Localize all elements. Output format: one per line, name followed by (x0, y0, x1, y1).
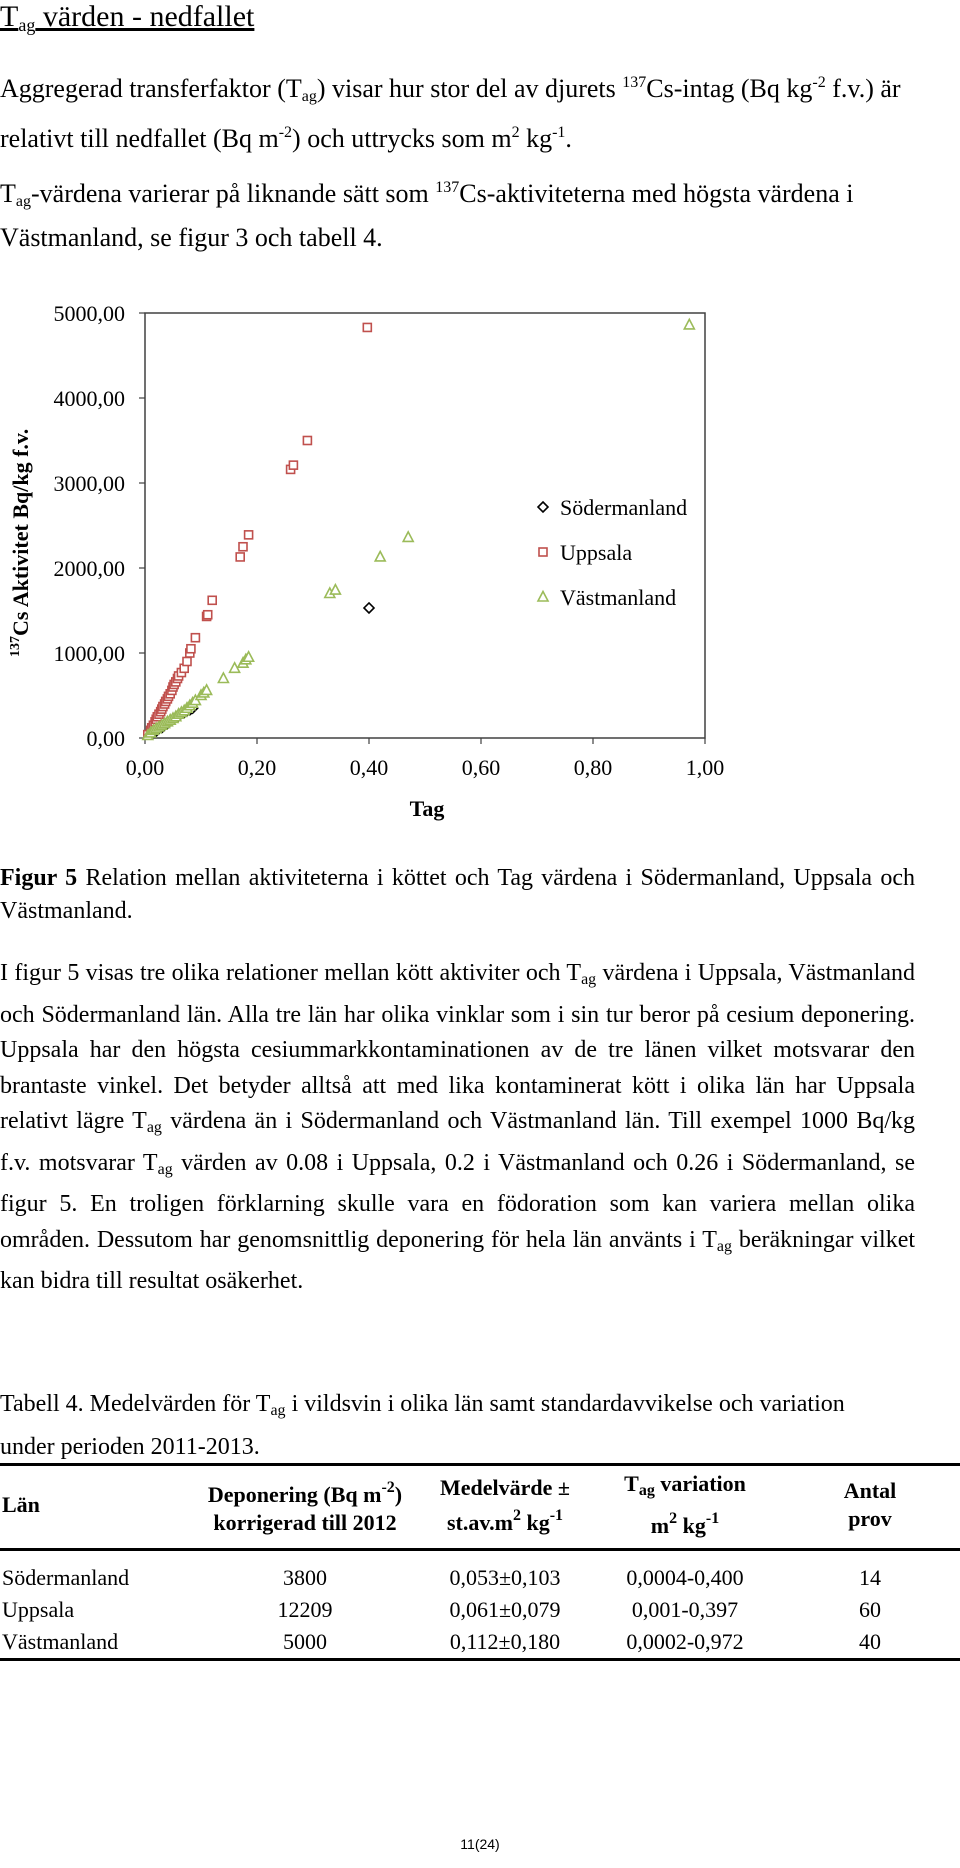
section-heading: $T_{ag}$ värden - nedfallet (0, 0, 255, 35)
data-points (143, 319, 695, 739)
cell-medelvarde: 0,112±0,180 (449, 1628, 561, 1654)
y-tick-label: 1000,00 (53, 641, 125, 666)
plot-area (145, 313, 705, 738)
scatter-chart (0, 285, 780, 845)
y-axis-label (8, 429, 33, 657)
header-deponering: Deponering (Bq $m^{-2}$) korrigerad till 2012 (190, 1465, 420, 1550)
point-uppsala (191, 634, 199, 642)
point-uppsala (187, 645, 195, 653)
point-uppsala (204, 611, 212, 619)
legend-label: Västmanland (560, 585, 677, 610)
legend-label: Uppsala (560, 540, 633, 565)
point-v-stmanland (375, 551, 385, 561)
y-axis-label-text: Cs Aktivitet Bq/kg f.v. (8, 428, 33, 636)
point-v-stmanland (218, 673, 228, 683)
x-tick-label: 1,00 (685, 755, 725, 780)
cell-antal: 60 (859, 1596, 881, 1622)
page-number: 11(24) (460, 1836, 500, 1852)
cell-deponering: 12209 (277, 1596, 333, 1622)
header-tag-variation: $T_{ag}$ variation $m^2$ $kg^{-1}$ (590, 1465, 780, 1550)
point-uppsala (236, 553, 244, 561)
header-medelvarde: Medelvärde ± $st.av.m^2$ $kg^{-1}$ (420, 1465, 590, 1550)
table-caption: Tabell 4. Medelvärden för $T_{ag}$ i vildsvin i olika län samt standardavvikelse och variation under perioden 2011-2013. (0, 1391, 845, 1460)
header-lan: Län (0, 1465, 190, 1550)
cell-antal: 14 (859, 1564, 881, 1590)
y-tick-label: 3000,00 (53, 471, 125, 496)
point-s-dermanland (364, 603, 374, 613)
y-tick-label: 5000,00 (53, 301, 125, 326)
point-uppsala (245, 531, 253, 539)
x-tick-label: 0,20 (237, 755, 277, 780)
data-table (0, 1463, 960, 1661)
cell-variation: 0,0002-0,972 (626, 1628, 744, 1654)
point-uppsala (239, 543, 247, 551)
figure-caption: Figur 5 Relation mellan aktiviteterna i köttet och Tag värdena i Södermanland, Uppsala och Västmanland. (0, 865, 915, 924)
cell-deponering: 5000 (283, 1628, 327, 1654)
point-v-stmanland (684, 319, 694, 329)
legend-marker (538, 502, 548, 512)
point-uppsala (208, 596, 216, 604)
x-axis-label: Tag (409, 796, 445, 821)
y-tick-label: 2000,00 (53, 556, 125, 581)
cell-lan: Uppsala (2, 1596, 75, 1622)
cell-variation: 0,0004-0,400 (626, 1564, 744, 1590)
cell-variation: 0,001-0,397 (631, 1596, 739, 1622)
y-axis (54, 301, 146, 751)
y-tick-label: 4000,00 (53, 386, 125, 411)
table-row (0, 1550, 960, 1594)
header-antal-prov: Antal prov (780, 1465, 960, 1550)
point-uppsala (183, 658, 191, 666)
table-row (0, 1626, 960, 1660)
point-v-stmanland (403, 532, 413, 542)
x-tick-label: 0,60 (461, 755, 501, 780)
point-v-stmanland (330, 585, 340, 595)
legend-marker (539, 548, 547, 556)
cell-lan: Västmanland (2, 1628, 119, 1654)
cell-medelvarde: 0,053±0,103 (449, 1564, 561, 1590)
intro-paragraph: Aggregerad transferfaktor $(T_{ag})$ visar hur stor del av djurets $^{137}$Cs-intag (Bq $kg^{-2}$ f.v.) är relativt till nedfallet (Bq $m^{-2}$) och uttrycks som $m^2$ $kg^{-1}$. (0, 74, 901, 153)
cell-lan: Södermanland (2, 1564, 130, 1590)
cell-medelvarde: 0,061±0,079 (449, 1596, 561, 1622)
x-axis (126, 738, 725, 780)
y-axis-label-sup: 137 (8, 636, 23, 657)
table-row (0, 1594, 960, 1626)
point-uppsala (363, 323, 371, 331)
x-tick-label: 0,80 (573, 755, 613, 780)
analysis-paragraph: I figur 5 visas tre olika relationer mellan kött aktiviter och $T_{ag}$ värdena i Uppsala, Västmanland och Södermanland län. Alla tre län har olika vinklar som i sin tur beror på cesium deponering. Uppsala har den högsta cesiummarkkontaminationen av de tre länen vilket motsvarar den brantaste vinkel. Det betyder alltså att med lika kontaminerat kött i olika län har Uppsala relativt lägre $T_{ag}$ värdena än i Södermanland och Västmanland län. Till exempel 1000 Bq/kg f.v. motsvarar $T_{ag}$ värden av 0.08 i Uppsala, 0.2 i Västmanland och 0.26 i Södermanland, se figur 5. En troligen förklarning skulle vara en födoration som kan variera mellan olika områden. Dessutom har genomsnittlig deponering för hela län använts i $T_{ag}$ beräkningar vilket kan bidra till resultat osäkerhet. (0, 960, 916, 1294)
table-header-row (0, 1465, 960, 1550)
chart-legend (538, 495, 687, 610)
legend-label: Södermanland (560, 495, 688, 520)
cell-antal: 40 (859, 1628, 881, 1654)
x-tick-label: 0,40 (349, 755, 389, 780)
x-tick-label: 0,00 (125, 755, 165, 780)
y-tick-label: 0,00 (86, 726, 125, 751)
point-uppsala (303, 437, 311, 445)
figure-label: Figur 5 (0, 865, 78, 891)
legend-marker (538, 592, 548, 602)
cell-deponering: 3800 (283, 1564, 327, 1590)
tag-variation-paragraph: $T_{ag}$-värdena varierar på liknande sätt som $^{137}$Cs-aktiviteterna med högsta värdena i Västmanland, se figur 3 och tabell 4. (0, 179, 854, 252)
point-uppsala (289, 461, 297, 469)
